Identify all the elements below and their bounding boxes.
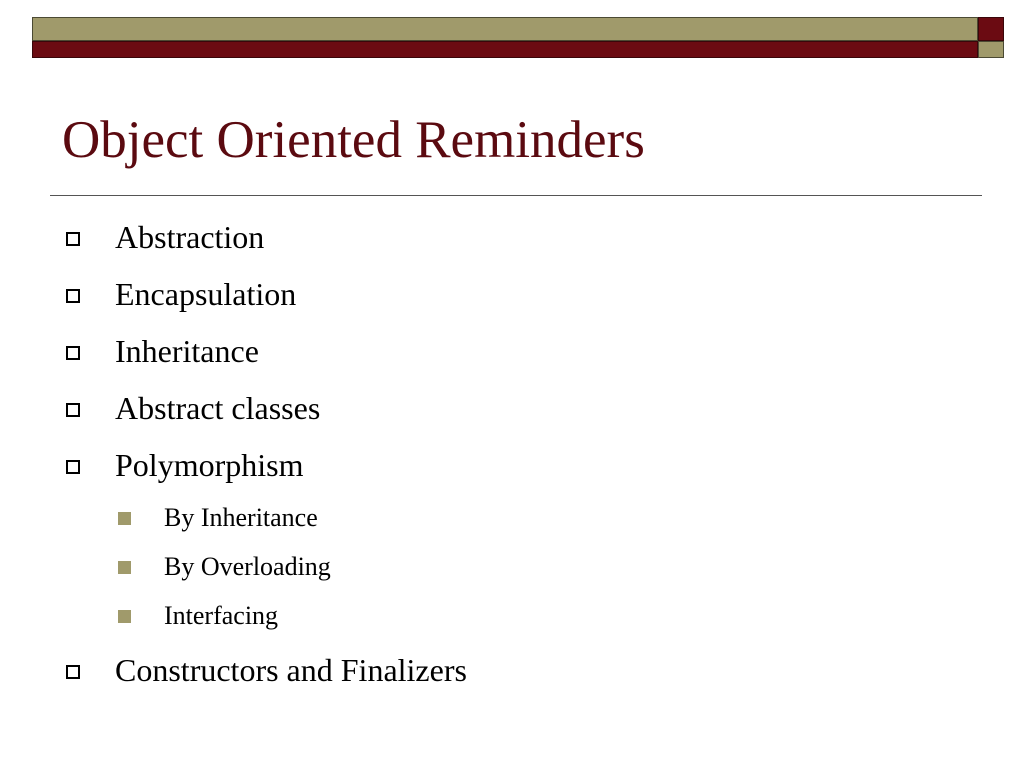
slide-title: Object Oriented Reminders [62,111,645,169]
filled-square-bullet-icon [118,512,131,525]
hollow-square-bullet-icon [66,403,80,417]
title-divider [50,195,982,196]
header-band-olive [32,17,978,41]
sub-bullet-text: Interfacing [164,601,279,630]
sub-bullet-text: By Inheritance [164,503,318,532]
filled-square-bullet-icon [118,561,131,574]
hollow-square-bullet-icon [66,460,80,474]
header-corner-maroon [978,17,1004,41]
bullet-text: Constructors and Finalizers [115,652,467,688]
hollow-square-bullet-icon [66,289,80,303]
header-corner-olive [978,41,1004,58]
hollow-square-bullet-icon [66,232,80,246]
bullet-text: Abstract classes [115,390,321,426]
header-band-maroon [32,41,978,58]
sub-bullet-text: By Overloading [164,552,331,581]
bullet-text: Inheritance [115,333,259,369]
bullet-text: Abstraction [115,219,265,255]
filled-square-bullet-icon [118,610,131,623]
hollow-square-bullet-icon [66,665,80,679]
bullet-text: Encapsulation [115,276,297,312]
bullet-text: Polymorphism [115,447,304,483]
hollow-square-bullet-icon [66,346,80,360]
